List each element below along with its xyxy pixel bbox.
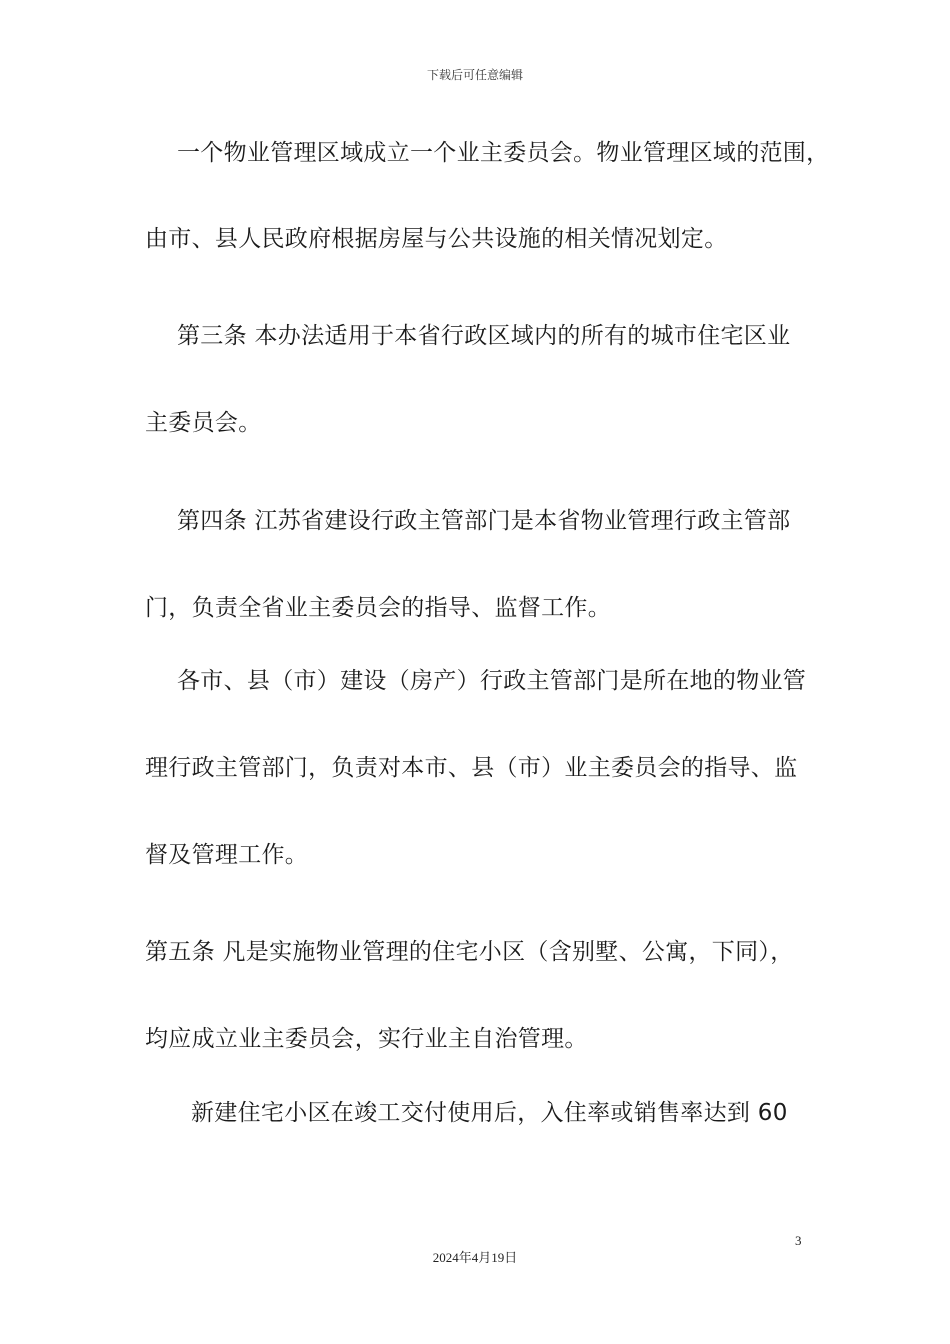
paragraph-line: 第五条 凡是实施物业管理的住宅小区（含别墅、公寓，下同），: [145, 939, 794, 965]
paragraph-line: 督及管理工作。: [145, 842, 309, 868]
page-number: 3: [795, 1233, 802, 1248]
page-footer-date: 2024年4月19日: [432, 1250, 518, 1265]
paragraph-line: 第四条 江苏省建设行政主管部门是本省物业管理行政主管部: [177, 508, 791, 534]
paragraph-line: 主委员会。: [145, 410, 262, 436]
paragraph-line: 一个物业管理区域成立一个业主委员会。物业管理区域的范围，: [177, 140, 830, 166]
paragraph-line: 第三条 本办法适用于本省行政区域内的所有的城市住宅区业: [177, 323, 791, 349]
paragraph-line: 新建住宅小区在竣工交付使用后，入住率或销售率达到 60: [191, 1100, 788, 1126]
paragraph-line: 各市、县（市）建设（房产）行政主管部门是所在地的物业管: [177, 668, 807, 694]
paragraph-line: 门，负责全省业主委员会的指导、监督工作。: [145, 595, 611, 621]
paragraph-line: 均应成立业主委员会，实行业主自治管理。: [145, 1026, 588, 1052]
page-header: 下载后可任意编辑: [426, 68, 523, 82]
paragraph-line: 由市、县人民政府根据房屋与公共设施的相关情况划定。: [145, 226, 728, 252]
paragraph-line: 理行政主管部门，负责对本市、县（市）业主委员会的指导、监: [145, 755, 798, 781]
